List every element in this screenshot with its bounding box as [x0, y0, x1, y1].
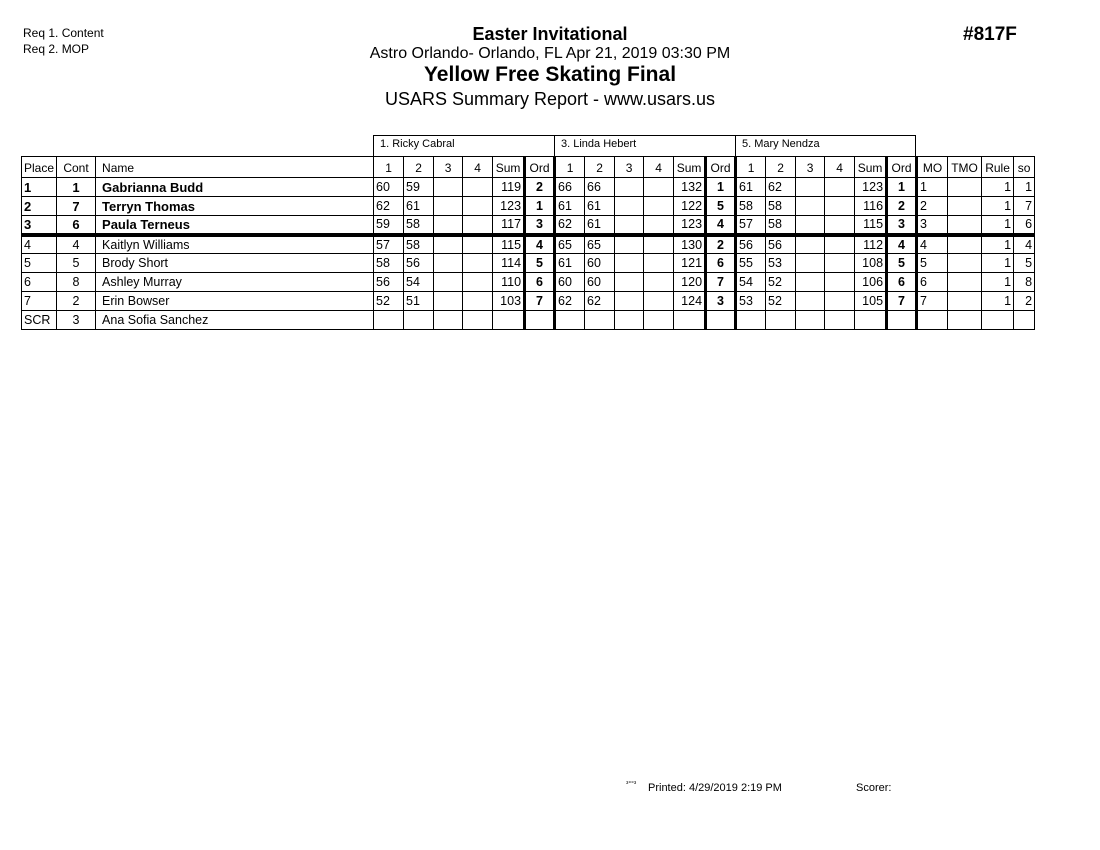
- tmo-cell: [948, 216, 982, 235]
- cont-cell: 5: [57, 254, 96, 273]
- judge-1-score-2: 58: [404, 216, 434, 235]
- judge-2-score-1: 66: [555, 178, 585, 197]
- judge-2-score-3: [615, 178, 644, 197]
- header-judge-3-col-1: 1: [736, 157, 766, 178]
- judge-3-ord: 4: [887, 235, 917, 254]
- header-rule: Rule: [982, 157, 1014, 178]
- judge-1-score-1: 52: [374, 292, 404, 311]
- tmo-cell: [948, 292, 982, 311]
- skater-name: Gabrianna Budd: [96, 178, 374, 197]
- header-cont: Cont: [57, 157, 96, 178]
- judge-1-score-2: 51: [404, 292, 434, 311]
- header-so: so: [1014, 157, 1035, 178]
- skater-name: Ashley Murray: [96, 273, 374, 292]
- judge-2-score-3: [615, 254, 644, 273]
- judge-2-sum: 124: [674, 292, 706, 311]
- judge-1-score-2: 59: [404, 178, 434, 197]
- skater-name: Brody Short: [96, 254, 374, 273]
- table-row: [22, 311, 1035, 330]
- header-judge-1-col-1: 1: [374, 157, 404, 178]
- place-cell: 6: [22, 273, 57, 292]
- event-name: Easter Invitational: [472, 24, 628, 44]
- judge-3-score-1: 56: [736, 235, 766, 254]
- judge-1-score-3: [434, 273, 463, 292]
- header-judge-2-col-2: 2: [585, 157, 615, 178]
- table-row: [22, 178, 1035, 197]
- header-mo: MO: [917, 157, 948, 178]
- rule-cell: 1: [982, 292, 1014, 311]
- place-cell: 3: [22, 216, 57, 235]
- table-row: [22, 254, 1035, 273]
- skater-name: Terryn Thomas: [96, 197, 374, 216]
- judge-3-score-4: [825, 273, 855, 292]
- judge-3-sum: [855, 311, 887, 330]
- header-judge-2-col-5: Sum: [674, 157, 706, 178]
- judge-3-sum: 106: [855, 273, 887, 292]
- skater-name: Paula Terneus: [96, 216, 374, 235]
- header-name: Name: [96, 157, 374, 178]
- judge-2-sum: 121: [674, 254, 706, 273]
- judge-3-score-2: 52: [766, 273, 796, 292]
- header-judge-3-col-2: 2: [766, 157, 796, 178]
- place-cell: 5: [22, 254, 57, 273]
- judge-1-score-1: 62: [374, 197, 404, 216]
- judge-2-sum: 120: [674, 273, 706, 292]
- place-cell: 7: [22, 292, 57, 311]
- printed-timestamp: Printed: 4/29/2019 2:19 PM: [648, 782, 782, 794]
- judge-3-score-2: [766, 311, 796, 330]
- judge-1-score-1: 56: [374, 273, 404, 292]
- judge-2-ord: 4: [706, 216, 736, 235]
- judge-2-ord: 7: [706, 273, 736, 292]
- judge-3-ord: 5: [887, 254, 917, 273]
- judge-2-score-2: [585, 311, 615, 330]
- judge-2-score-3: [615, 292, 644, 311]
- judge-3-score-3: [796, 273, 825, 292]
- judge-3-sum: 116: [855, 197, 887, 216]
- page-title: Yellow Free Skating Final: [423, 63, 677, 86]
- judge-2-score-4: [644, 254, 674, 273]
- judge-3-score-1: 61: [736, 178, 766, 197]
- header-judge-2-col-4: 4: [644, 157, 674, 178]
- report-subtitle: USARS Summary Report - www.usars.us: [384, 89, 716, 109]
- judge-3-ord: 3: [887, 216, 917, 235]
- judge-3-score-3: [796, 311, 825, 330]
- judge-3-ord: 7: [887, 292, 917, 311]
- cont-cell: 3: [57, 311, 96, 330]
- mo-cell: 7: [917, 292, 948, 311]
- so-cell: 1: [1014, 178, 1035, 197]
- judge-3-score-2: 52: [766, 292, 796, 311]
- mo-cell: [917, 311, 948, 330]
- header-judge-3-col-3: 3: [796, 157, 825, 178]
- header-judge-1-col-3: 3: [434, 157, 463, 178]
- header-judge-3-col-6: Ord: [887, 157, 917, 178]
- judge-1-ord: 6: [525, 273, 555, 292]
- event-location: Astro Orlando- Orlando, FL Apr 21, 2019 03:30 PM: [369, 45, 731, 62]
- judge-3-score-1: 55: [736, 254, 766, 273]
- judge-3-sum: 105: [855, 292, 887, 311]
- judge-2-ord: 3: [706, 292, 736, 311]
- judge-3-score-2: 56: [766, 235, 796, 254]
- so-cell: 2: [1014, 292, 1035, 311]
- judge-2-ord: 5: [706, 197, 736, 216]
- skater-name: Kaitlyn Williams: [96, 235, 374, 254]
- judge-1-score-4: [463, 273, 493, 292]
- tmo-cell: [948, 273, 982, 292]
- judge-1-score-3: [434, 292, 463, 311]
- judge-1-sum: 103: [493, 292, 525, 311]
- judge-2-score-4: [644, 197, 674, 216]
- judge-3-score-2: 62: [766, 178, 796, 197]
- cont-cell: 2: [57, 292, 96, 311]
- judge-3-score-3: [796, 235, 825, 254]
- judge-2-score-4: [644, 178, 674, 197]
- judge-1-sum: 114: [493, 254, 525, 273]
- judge-3-ord: [887, 311, 917, 330]
- judge-1-ord: 1: [525, 197, 555, 216]
- judge-1-score-2: 61: [404, 197, 434, 216]
- judge-3-score-4: [825, 178, 855, 197]
- judge-2-sum: 122: [674, 197, 706, 216]
- judge-3-score-1: 57: [736, 216, 766, 235]
- mo-cell: 1: [917, 178, 948, 197]
- place-cell: 4: [22, 235, 57, 254]
- judge-2-score-4: [644, 311, 674, 330]
- header-judge-2-col-3: 3: [615, 157, 644, 178]
- judge-3-sum: 112: [855, 235, 887, 254]
- so-cell: 5: [1014, 254, 1035, 273]
- judge-3-score-4: [825, 254, 855, 273]
- header-place: Place: [22, 157, 57, 178]
- requirement-1: Req 1. Content: [23, 26, 104, 40]
- place-cell: SCR: [22, 311, 57, 330]
- judge-1-score-1: 59: [374, 216, 404, 235]
- rule-cell: 1: [982, 273, 1014, 292]
- skater-name: Ana Sofia Sanchez: [96, 311, 374, 330]
- header-judge-1-col-5: Sum: [493, 157, 525, 178]
- results-table: [21, 156, 1035, 330]
- judge-2-score-1: 62: [555, 292, 585, 311]
- table-row: [22, 235, 1035, 254]
- judge-2-sum: 123: [674, 216, 706, 235]
- judge-1-score-1: 57: [374, 235, 404, 254]
- judge-2-sum: 132: [674, 178, 706, 197]
- judge-1-ord: [525, 311, 555, 330]
- rule-cell: 1: [982, 254, 1014, 273]
- judge-1-score-4: [463, 178, 493, 197]
- judge-3-ord: 2: [887, 197, 917, 216]
- judge-1-score-3: [434, 311, 463, 330]
- rule-cell: 1: [982, 235, 1014, 254]
- tmo-cell: [948, 178, 982, 197]
- judge-3-sum: 115: [855, 216, 887, 235]
- header-judge-2-col-1: 1: [555, 157, 585, 178]
- judge-2-score-1: 65: [555, 235, 585, 254]
- mo-cell: 3: [917, 216, 948, 235]
- judge-1-ord: 2: [525, 178, 555, 197]
- mo-cell: 2: [917, 197, 948, 216]
- judge-1-score-3: [434, 216, 463, 235]
- mo-cell: 4: [917, 235, 948, 254]
- judge-2-ord: 1: [706, 178, 736, 197]
- judge-3-score-3: [796, 292, 825, 311]
- judge-1-sum: 123: [493, 197, 525, 216]
- judge-1-score-2: [404, 311, 434, 330]
- judge-2-ord: [706, 311, 736, 330]
- tmo-cell: [948, 197, 982, 216]
- header-tmo: TMO: [948, 157, 982, 178]
- tmo-cell: [948, 311, 982, 330]
- judge-2-score-3: [615, 216, 644, 235]
- judge-3-score-1: 54: [736, 273, 766, 292]
- judge-header-1: 1. Ricky Cabral: [373, 135, 555, 156]
- tmo-cell: [948, 254, 982, 273]
- judge-2-score-2: 66: [585, 178, 615, 197]
- judge-2-score-2: 65: [585, 235, 615, 254]
- judge-1-ord: 5: [525, 254, 555, 273]
- judge-2-sum: [674, 311, 706, 330]
- judge-2-score-4: [644, 235, 674, 254]
- judge-2-score-1: 61: [555, 197, 585, 216]
- tmo-cell: [948, 235, 982, 254]
- judge-2-score-4: [644, 273, 674, 292]
- judge-3-sum: 108: [855, 254, 887, 273]
- scorer-label: Scorer:: [856, 782, 892, 794]
- judge-3-score-4: [825, 235, 855, 254]
- cont-cell: 4: [57, 235, 96, 254]
- judge-3-score-1: 53: [736, 292, 766, 311]
- judge-2-score-1: 60: [555, 273, 585, 292]
- rule-cell: 1: [982, 197, 1014, 216]
- judge-3-ord: 6: [887, 273, 917, 292]
- judge-2-score-1: 62: [555, 216, 585, 235]
- table-row: [22, 273, 1035, 292]
- requirement-2: Req 2. MOP: [23, 42, 90, 56]
- judge-3-sum: 123: [855, 178, 887, 197]
- event-code: #817F: [963, 24, 1017, 45]
- judge-2-score-2: 60: [585, 273, 615, 292]
- judge-2-ord: 2: [706, 235, 736, 254]
- judge-1-sum: 115: [493, 235, 525, 254]
- table-row: [22, 197, 1035, 216]
- cont-cell: 8: [57, 273, 96, 292]
- judge-1-score-1: [374, 311, 404, 330]
- table-row: [22, 216, 1035, 235]
- judge-1-score-1: 58: [374, 254, 404, 273]
- judge-3-score-3: [796, 216, 825, 235]
- skater-name: Erin Bowser: [96, 292, 374, 311]
- so-cell: [1014, 311, 1035, 330]
- judge-1-score-2: 56: [404, 254, 434, 273]
- judge-1-sum: [493, 311, 525, 330]
- judge-1-sum: 117: [493, 216, 525, 235]
- version-mark: ³°°³: [626, 781, 637, 788]
- judge-1-score-4: [463, 311, 493, 330]
- judge-1-score-4: [463, 216, 493, 235]
- place-cell: 2: [22, 197, 57, 216]
- place-cell: 1: [22, 178, 57, 197]
- judge-2-score-2: 60: [585, 254, 615, 273]
- header-judge-1-col-6: Ord: [525, 157, 555, 178]
- judge-2-score-4: [644, 216, 674, 235]
- rule-cell: 1: [982, 216, 1014, 235]
- header-judge-2-col-6: Ord: [706, 157, 736, 178]
- header-judge-1-col-2: 2: [404, 157, 434, 178]
- so-cell: 6: [1014, 216, 1035, 235]
- judge-1-ord: 7: [525, 292, 555, 311]
- judge-2-score-2: 61: [585, 197, 615, 216]
- judge-2-score-2: 61: [585, 216, 615, 235]
- header-judge-3-col-5: Sum: [855, 157, 887, 178]
- judge-1-score-3: [434, 178, 463, 197]
- cont-cell: 7: [57, 197, 96, 216]
- judge-3-score-4: [825, 311, 855, 330]
- so-cell: 8: [1014, 273, 1035, 292]
- judge-3-score-4: [825, 292, 855, 311]
- judge-header-2: 3. Linda Hebert: [554, 135, 736, 156]
- judge-1-sum: 119: [493, 178, 525, 197]
- rule-cell: [982, 311, 1014, 330]
- judge-1-score-2: 54: [404, 273, 434, 292]
- cont-cell: 1: [57, 178, 96, 197]
- column-header-row: [22, 157, 1035, 178]
- judge-3-score-1: [736, 311, 766, 330]
- judge-1-ord: 3: [525, 216, 555, 235]
- judge-1-ord: 4: [525, 235, 555, 254]
- judge-2-score-3: [615, 311, 644, 330]
- judge-1-score-3: [434, 235, 463, 254]
- judge-2-score-3: [615, 197, 644, 216]
- so-cell: 4: [1014, 235, 1035, 254]
- judge-3-score-2: 53: [766, 254, 796, 273]
- rule-cell: 1: [982, 178, 1014, 197]
- judge-3-score-3: [796, 254, 825, 273]
- judge-header-3: 5. Mary Nendza: [735, 135, 916, 156]
- header-judge-1-col-4: 4: [463, 157, 493, 178]
- judge-2-sum: 130: [674, 235, 706, 254]
- judge-1-score-4: [463, 292, 493, 311]
- judge-3-score-2: 58: [766, 197, 796, 216]
- judge-1-score-3: [434, 254, 463, 273]
- judge-2-score-1: [555, 311, 585, 330]
- header-judge-3-col-4: 4: [825, 157, 855, 178]
- judge-3-score-3: [796, 197, 825, 216]
- judge-1-score-1: 60: [374, 178, 404, 197]
- judge-3-score-2: 58: [766, 216, 796, 235]
- judge-2-score-4: [644, 292, 674, 311]
- so-cell: 7: [1014, 197, 1035, 216]
- judge-1-score-4: [463, 197, 493, 216]
- judge-2-score-3: [615, 235, 644, 254]
- judge-2-ord: 6: [706, 254, 736, 273]
- cont-cell: 6: [57, 216, 96, 235]
- judge-1-score-2: 58: [404, 235, 434, 254]
- judge-3-score-4: [825, 197, 855, 216]
- table-row: [22, 292, 1035, 311]
- judge-1-score-3: [434, 197, 463, 216]
- judge-1-score-4: [463, 235, 493, 254]
- judge-2-score-2: 62: [585, 292, 615, 311]
- judge-3-ord: 1: [887, 178, 917, 197]
- judge-3-score-1: 58: [736, 197, 766, 216]
- judge-3-score-4: [825, 216, 855, 235]
- judge-3-score-3: [796, 178, 825, 197]
- judge-2-score-1: 61: [555, 254, 585, 273]
- judge-2-score-3: [615, 273, 644, 292]
- judge-1-sum: 110: [493, 273, 525, 292]
- mo-cell: 5: [917, 254, 948, 273]
- judge-1-score-4: [463, 254, 493, 273]
- mo-cell: 6: [917, 273, 948, 292]
